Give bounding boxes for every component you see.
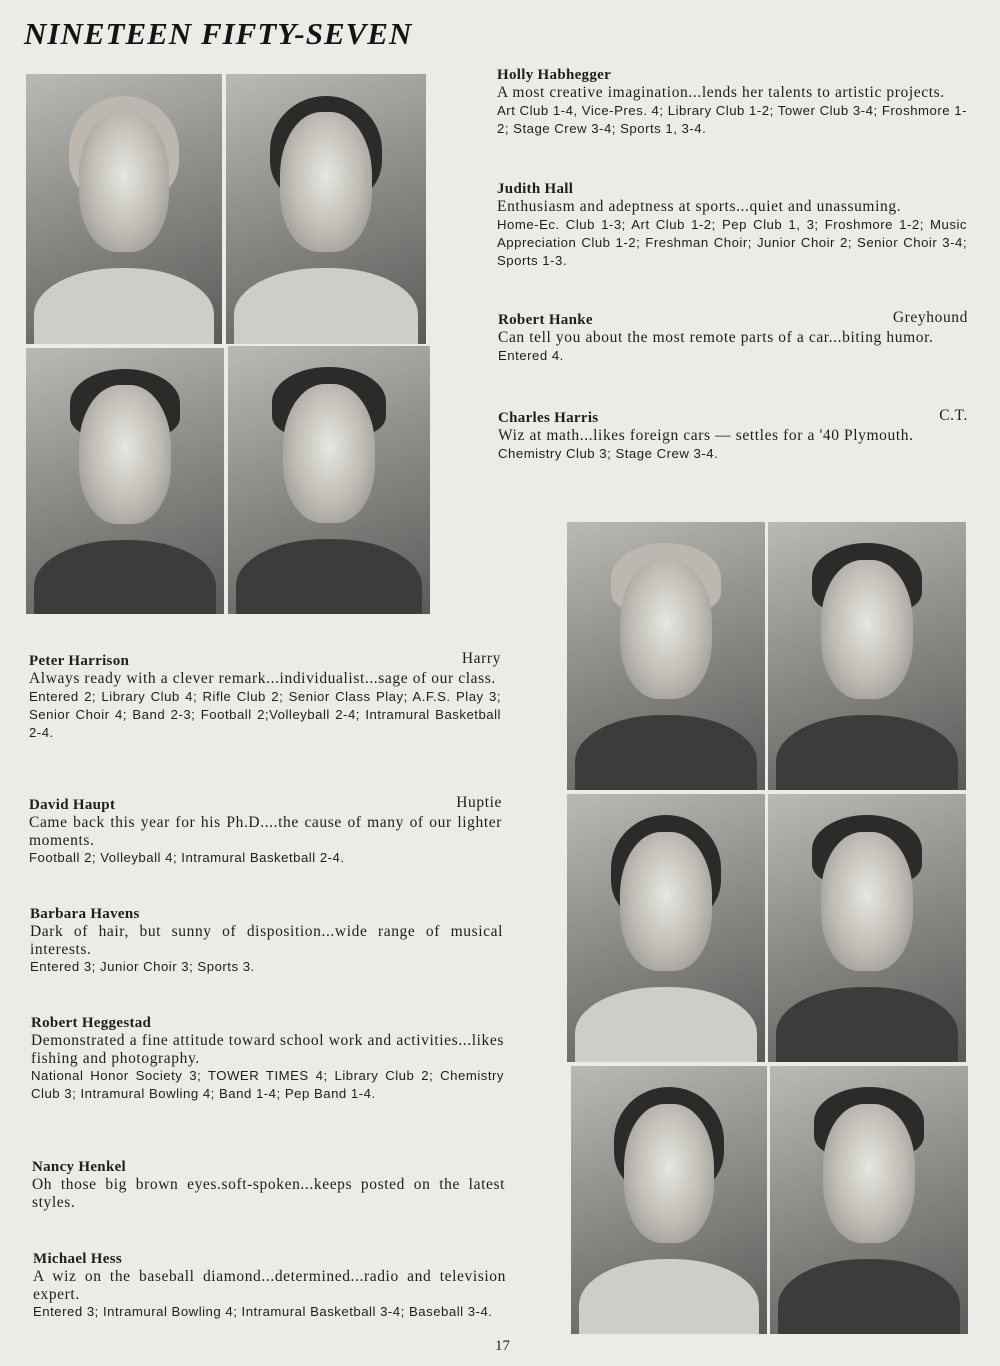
student-entry [497,66,967,138]
student-description: Demonstrated a fine attitude toward school work and activities...likes fishing and photography. [31,1032,504,1067]
student-nickname: C.T. [939,407,968,424]
student-activities: Football 2; Volleyball 4; Intramural Basketball 2-4. [29,850,345,865]
student-name: Robert Heggestad [31,1015,152,1031]
student-description: Always ready with a clever remark...individualist...sage of our class. [29,670,496,687]
student-name: Judith Hall [497,181,574,197]
student-name: Charles Harris [498,410,599,426]
student-name: Michael Hess [33,1251,123,1267]
student-nickname: Harry [461,650,501,667]
student-description: Wiz at math...likes foreign cars — settles for a '40 Plymouth. [498,427,914,444]
student-name: Holly Habhegger [497,67,612,83]
portrait-photo [26,348,224,614]
student-activities: National Honor Society 3; TOWER TIMES 4; Library Club 2; Chemistry Club 3; Intramural Bowling 4; Band 1-4; Pep Band 1-4. [31,1068,504,1101]
student-description: Came back this year for his Ph.D....the cause of many of our lighter moments. [29,814,502,849]
portrait-photo [571,1066,767,1334]
student-entry [498,311,968,365]
student-activities: Entered 2; Library Club 4; Rifle Club 2; Senior Class Play; A.F.S. Play 3; Senior Choir 4; Band 2-3; Football 2;Volleyball 2-4; Intramural Basketball 2-4. [29,688,501,740]
student-description: Enthusiasm and adeptness at sports...quiet and unassuming. [497,198,902,215]
portrait-photo [26,74,222,344]
student-activities: Chemistry Club 3; Stage Crew 3-4. [498,445,719,461]
student-description: Dark of hair, but sunny of disposition...wide range of musical interests. [30,923,503,958]
portrait-photo [768,522,966,790]
student-activities: Art Club 1-4, Vice-Pres. 4; Library Club 1-2; Tower Club 3-4; Froshmore 1-2; Stage Crew 3-4; Sports 1, 3-4. [497,102,967,136]
student-name: David Haupt [29,797,116,813]
student-entry [29,652,501,742]
student-entry [30,905,503,976]
student-entry [33,1250,506,1321]
student-name: Peter Harrison [29,653,130,669]
portrait-photo [567,794,765,1062]
portrait-photo [770,1066,968,1334]
student-activities: Entered 3; Intramural Bowling 4; Intramural Basketball 3-4; Baseball 3-4. [33,1304,493,1319]
student-activities: Entered 4. [498,347,564,363]
student-description: A wiz on the baseball diamond...determined...radio and television expert. [33,1268,506,1303]
student-description: Can tell you about the most remote parts of a car...biting humor. [498,329,934,346]
student-nickname: Huptie [456,794,502,811]
student-activities: Entered 3; Junior Choir 3; Sports 3. [30,959,255,974]
student-entry [497,180,967,270]
page-number: 17 [495,1338,510,1354]
student-entry [31,1014,504,1103]
student-entry [29,796,502,867]
student-entry [498,409,968,463]
portrait-photo [567,522,765,790]
portrait-photo [226,74,426,344]
student-nickname: Greyhound [892,309,968,326]
student-activities: Home-Ec. Club 1-3; Art Club 1-2; Pep Club 1, 3; Froshmore 1-2; Music Appreciation Club 1-2; Freshman Choir; Junior Choir 2; Senior Choir 3-4; Sports 1-3. [497,216,967,268]
student-description: Oh those big brown eyes.soft-spoken...keeps posted on the latest styles. [32,1176,505,1211]
student-description: A most creative imagination...lends her talents to artistic projects. [497,84,945,101]
student-name: Nancy Henkel [32,1159,127,1175]
student-entry [32,1158,505,1211]
student-name: Robert Hanke [498,312,593,328]
page-title: NINETEEN FIFTY-SEVEN [24,16,413,51]
portrait-photo [768,794,966,1062]
student-name: Barbara Havens [30,906,140,922]
portrait-photo [228,346,430,614]
